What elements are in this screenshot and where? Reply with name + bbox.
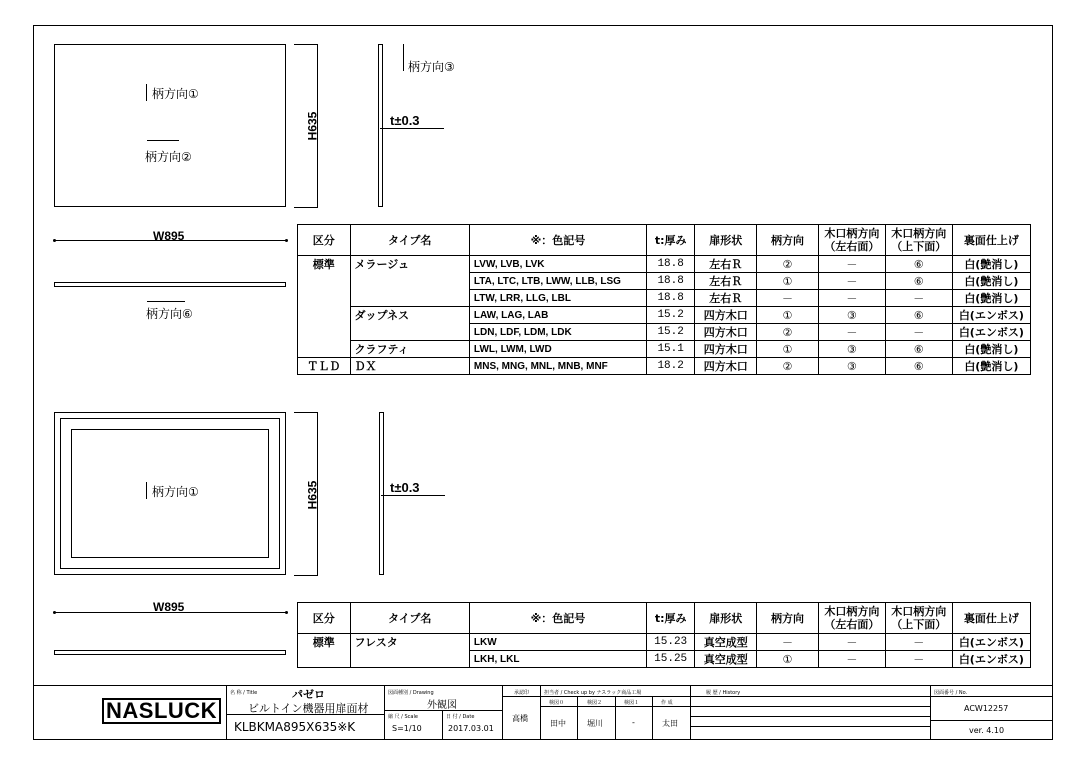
thickness-dimension-2: t±0.3 [390, 480, 420, 495]
pattern-direction-2-label: 柄方向② [145, 150, 192, 164]
header-shape: 扉形状 [695, 225, 757, 256]
header-type-2: タイプ名 [350, 603, 469, 634]
header-thickness-2: t:厚み [646, 603, 694, 634]
header-koguchi-tb: 木口柄方向 （上下面） [885, 225, 952, 256]
checker-3: - [632, 718, 635, 727]
table-row: LTA, LTC, LTB, LWW, LLB, LSG 18.8 左右Ｒ ① － ⑥ 白(艶消し) [298, 273, 1031, 290]
scale-value: S=1/10 [392, 724, 422, 733]
title-block: NASLUCK 名 称 / Title パゼロ ビルトイン機器用扉面材 KLBKMA895X635※K 図面種別 / Drawing 外観図 縮 尺 / Scale 日 付 / Date S=1/10 2017.03.01 承認印 高橋 担当者 / Check up by ナスラック商品工場 検図０ 検図２ 検図１ 作 成 田中 堀川 - 太田 履 歴 / History 図面番号 / No. ACW12257 ver. 4.10 [34, 685, 1052, 740]
header-back-2: 裏面仕上げ [952, 603, 1030, 634]
width-dimension-2: W895 [153, 600, 185, 614]
header-back: 裏面仕上げ [952, 225, 1030, 256]
table-row: 標準 メラージュ LVW, LVB, LVK 18.8 左右Ｒ ② － ⑥ 白(艶消し) [298, 256, 1031, 273]
header-kubun: 区分 [298, 225, 351, 256]
door-side-view-1 [378, 44, 383, 207]
header-kubun-2: 区分 [298, 603, 351, 634]
door-bottom-view-1 [54, 282, 286, 287]
header-koguchi-lr: 木口柄方向 （左右面） [818, 225, 885, 256]
model-number: KLBKMA895X635※K [234, 720, 356, 734]
company-logo: NASLUCK [102, 698, 221, 724]
header-koguchi-tb-2: 木口柄方向 （上下面） [885, 603, 952, 634]
product-subtitle: ビルトイン機器用扉面材 [248, 702, 369, 715]
thickness-dimension-1: t±0.3 [390, 113, 420, 128]
height-dimension-2: H635 [305, 480, 320, 510]
checker-1: 田中 [550, 719, 566, 728]
drawing-number: ACW12257 [964, 704, 1009, 713]
table-row: LDN, LDF, LDM, LDK 15.2 四方木口 ② － － 白(エンボス) [298, 324, 1031, 341]
table-row: LTW, LRR, LLG, LBL 18.8 左右Ｒ － － － 白(艶消し) [298, 290, 1031, 307]
door-bottom-view-2 [54, 650, 286, 655]
approver-name: 高橋 [512, 714, 528, 723]
height-dimension-1: H635 [305, 111, 320, 141]
date-value: 2017.03.01 [448, 724, 494, 733]
door-front-view-1 [54, 44, 286, 207]
pattern-direction-1-label-2: 柄方向① [152, 485, 199, 499]
header-type: タイプ名 [350, 225, 469, 256]
pattern-direction-1-label: 柄方向① [152, 87, 199, 101]
spec-table-1 [297, 224, 1031, 375]
header-thickness: t:厚み [646, 225, 694, 256]
pattern-direction-3-label: 柄方向③ [408, 60, 455, 74]
header-shape-2: 扉形状 [695, 603, 757, 634]
table-row: LKH, LKL 15.25 真空成型 ① － － 白(エンボス) [298, 651, 1031, 668]
door-side-view-2 [379, 412, 384, 575]
header-color: ※：色記号 [469, 225, 646, 256]
drawing-type: 外観図 [427, 700, 457, 711]
width-dimension-1: W895 [153, 229, 185, 243]
pattern-direction-6-label: 柄方向⑥ [146, 307, 193, 321]
spec-table-2 [297, 602, 1031, 668]
header-pattern-2: 柄方向 [757, 603, 819, 634]
header-pattern: 柄方向 [757, 225, 819, 256]
table-row: クラフティ LWL, LWM, LWD 15.1 四方木口 ① ③ ⑥ 白(艶消し) [298, 341, 1031, 358]
drawing-version: ver. 4.10 [969, 726, 1005, 735]
table-row: 標準 フレスタ LKW 15.23 真空成型 － － － 白(エンボス) [298, 634, 1031, 651]
table-row: ダップネス LAW, LAG, LAB 15.2 四方木口 ① ③ ⑥ 白(エンボス) [298, 307, 1031, 324]
product-title: パゼロ [292, 688, 325, 701]
header-koguchi-lr-2: 木口柄方向 （左右面） [818, 603, 885, 634]
table-row: ＴＬＤ ＤＸ MNS, MNG, MNL, MNB, MNF 18.2 四方木口 ② ③ ⑥ 白(艶消し) [298, 358, 1031, 375]
header-color-2: ※：色記号 [469, 603, 646, 634]
checker-2: 堀川 [587, 719, 603, 728]
checker-4: 太田 [662, 719, 678, 728]
